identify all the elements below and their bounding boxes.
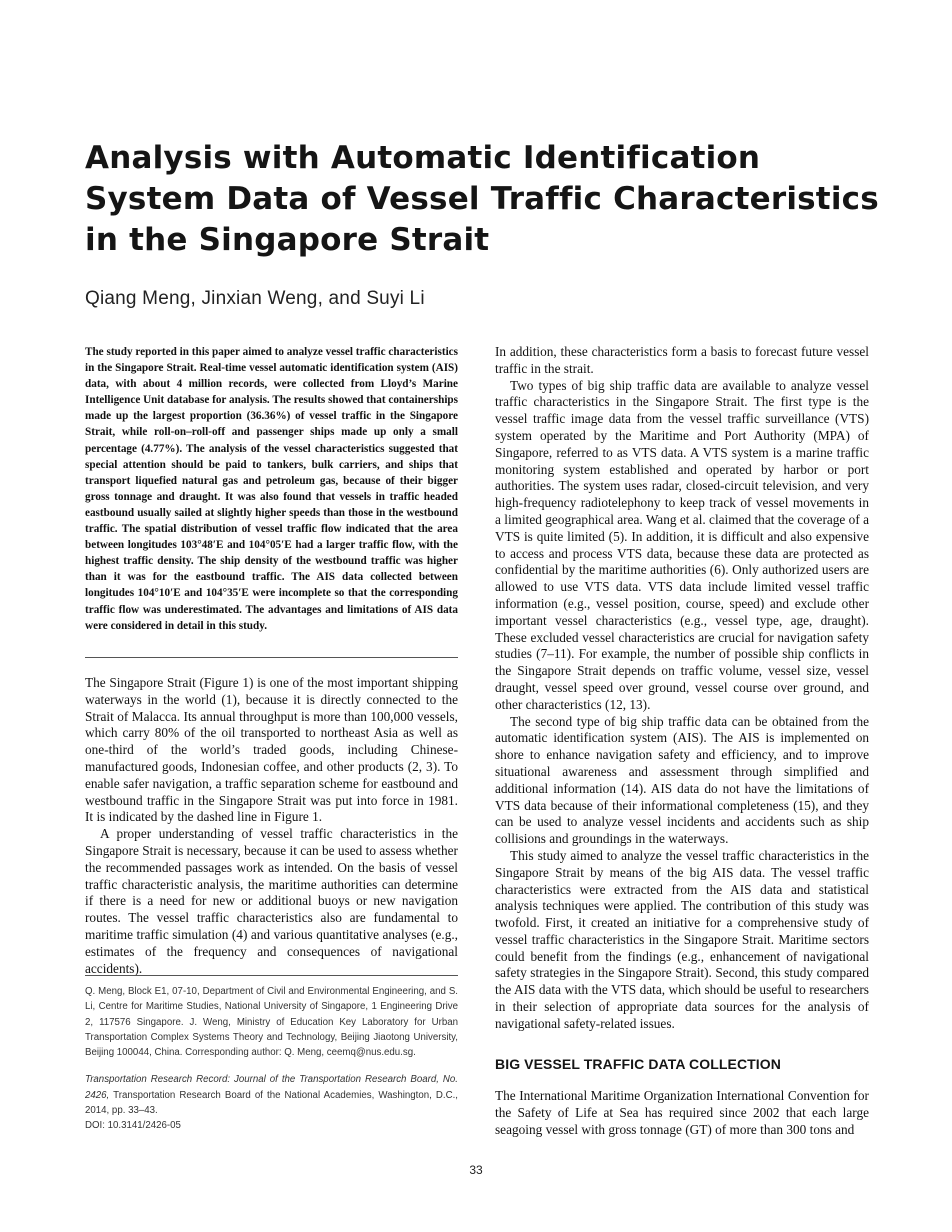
body-paragraph: The second type of big ship traffic data can be obtained from the automatic identification system (AIS). The AIS is implemented on shore to enhance navigation safety and efficiency, and to improve situational awareness and assessment through simplified and additional information (14). AIS data do not have the limitations of VTS data because of their informational completeness (15), and they can be used to analyze vessel incidents and accidents such as ship collisions and groundings in the waterways. bbox=[495, 713, 869, 847]
intro-paragraph-1: The Singapore Strait (Figure 1) is one of the most important shipping waterways in the world (1), because it is directly connected to the Strait of Malacca. Its annual throughput is more than 100,000 vessels, which carry 80% of the oil transported to northeast Asia as well as one-third of the world’s traded goods, including Chinese-manufactured goods, Indonesian coffee, and other products (2, 3). To enable safer navigation, a traffic separation scheme for eastbound and westbound traffic in the Singapore Strait was put into force in 1981. It is indicated by the dashed line in Figure 1. bbox=[85, 675, 458, 825]
introduction-text bbox=[85, 675, 458, 977]
right-column-text bbox=[495, 344, 869, 1033]
intro-paragraph-2: A proper understanding of vessel traffic characteristics in the Singapore Strait is necessary, because it can be used to assess whether the recommended passages work as intended. On the basis of vessel traffic characteristic analysis, the maritime authorities can determine if there is a need for new or additional buoys or new navigation routes. The vessel traffic characteristics also are fundamental to maritime traffic simulation (4) and various quantitative analyses (e.g., estimates of the frequency and consequences of navigational accidents). bbox=[85, 826, 458, 976]
journal-details: Transportation Research Board of the National Academies, Washington, D.C., 2014, pp. 33–43. bbox=[85, 1089, 458, 1117]
author-footnote bbox=[85, 984, 458, 1134]
section-heading: BIG VESSEL TRAFFIC DATA COLLECTION bbox=[495, 1056, 781, 1072]
footnote-divider bbox=[85, 975, 458, 976]
journal-name: Transportation Research Record: Journal of the Transportation Research Board, No. 2426, bbox=[85, 1074, 458, 1101]
doi: DOI: 10.3141/2426-05 bbox=[85, 1120, 181, 1132]
body-paragraph: Two types of big ship traffic data are available to analyze vessel traffic characteristics in the Singapore Strait. The first type is the vessel traffic image data from the vessel traffic surveillance (VTS) system operated by the Maritime and Port Authority (MPA) of Singapore, referred to as VTS data. A VTS system is a marine traffic monitoring system established and operated by harbor or port authorities. The system uses radar, closed-circuit television, and very high-frequency radiotelephony to keep track of vessel movements in a limited geographical area. Wang et al. claimed that the coverage of a VTS is quite limited (5). In addition, it is difficult and also expensive to access and process VTS data, because these data are protected as confidential by the maritime authorities (6). Only authorized users are allowed to use VTS data. VTS data include limited vessel traffic information (e.g., vessel position, course, speed) and exclude other important vessel characteristics (e.g., vessel type, age, draught). These excluded vessel characteristics are crucial for navigation safety studies (7–11). For example, the number of possible ship conflicts in the Singapore Strait depends on traffic volume, vessel size, vessel draught, vessel speed over ground, vessel course over ground, and other characteristics (12, 13). bbox=[495, 377, 869, 712]
paper-title: Analysis with Automatic Identification System Data of Vessel Traffic Characteristics in the Singapore Strait bbox=[85, 140, 879, 258]
abstract-divider bbox=[85, 657, 458, 658]
author-list: Qiang Meng, Jinxian Weng, and Suyi Li bbox=[85, 288, 425, 309]
journal-citation bbox=[85, 1072, 458, 1133]
body-paragraph: This study aimed to analyze the vessel traffic characteristics in the Singapore Strait by means of the big AIS data. The vessel traffic characteristics were extracted from the AIS data and statistical analysis techniques were applied. The contribution of this study was twofold. First, it created an initiative for a comprehensive study of vessel traffic characteristics in the Singapore Strait. Maritime sectors could benefit from the findings (e.g., enhancement of navigational safety strategies in the Singapore Strait). Second, this study compared the AIS data with the VTS data, which should be useful to researchers in their selection of appropriate data sources for the analysis of navigational safety-related issues. bbox=[495, 847, 869, 1031]
section-body bbox=[495, 1088, 869, 1138]
author-affiliations: Q. Meng, Block E1, 07-10, Department of Civil and Environmental Engineering, and S. Li, Centre for Maritime Studies, National University of Singapore, 1 Engineering Drive 2, 117576 Singapore. J. Weng, Ministry of Education Key Laboratory for Urban Transportation Complex Systems Theory and Technology, Beijing Jiaotong University, Beijing 100044, China. Corresponding author: Q. Meng, ceemq@nus.edu.sg. bbox=[85, 986, 458, 1059]
page-number: 33 bbox=[469, 1163, 483, 1177]
body-paragraph: In addition, these characteristics form a basis to forecast future vessel traffic in the strait. bbox=[495, 344, 869, 376]
section-paragraph: The International Maritime Organization International Convention for the Safety of Life at Sea has required since 2002 that each large seagoing vessel with gross tonnage (GT) of more than 300 tons and bbox=[495, 1088, 869, 1137]
abstract: The study reported in this paper aimed to analyze vessel traffic characteristics in the Singapore Strait. Real-time vessel automatic identification system (AIS) data, with about 4 million records, were collected from Lloyd’s Marine Intelligence Unit database for analysis. The results showed that containerships made up the largest proportion (36.36%) of vessel traffic in the Singapore Strait, while roll-on–roll-off and passenger ships made up only a small percentage (4.77%). The analysis of the vessel characteristics suggested that special attention should be paid to tankers, bulk carriers, and ships that transport liquefied natural gas and petroleum gas, because of their bigger gross tonnage and draught. It was also found that vessels in traffic headed eastbound usually sailed at slightly higher speeds than those in the westbound traffic. The spatial distribution of vessel traffic flow indicated that the area between longitudes 103°48′E and 104°05′E had a larger traffic flow, with the highest traffic density. The ship density of the westbound traffic was higher than it was for the eastbound traffic. The AIS data collected between longitudes 104°10′E and 104°35′E were incomplete so that the corresponding traffic flow was underestimated. The advantages and limitations of AIS data were considered in detail in this study. bbox=[85, 346, 458, 632]
